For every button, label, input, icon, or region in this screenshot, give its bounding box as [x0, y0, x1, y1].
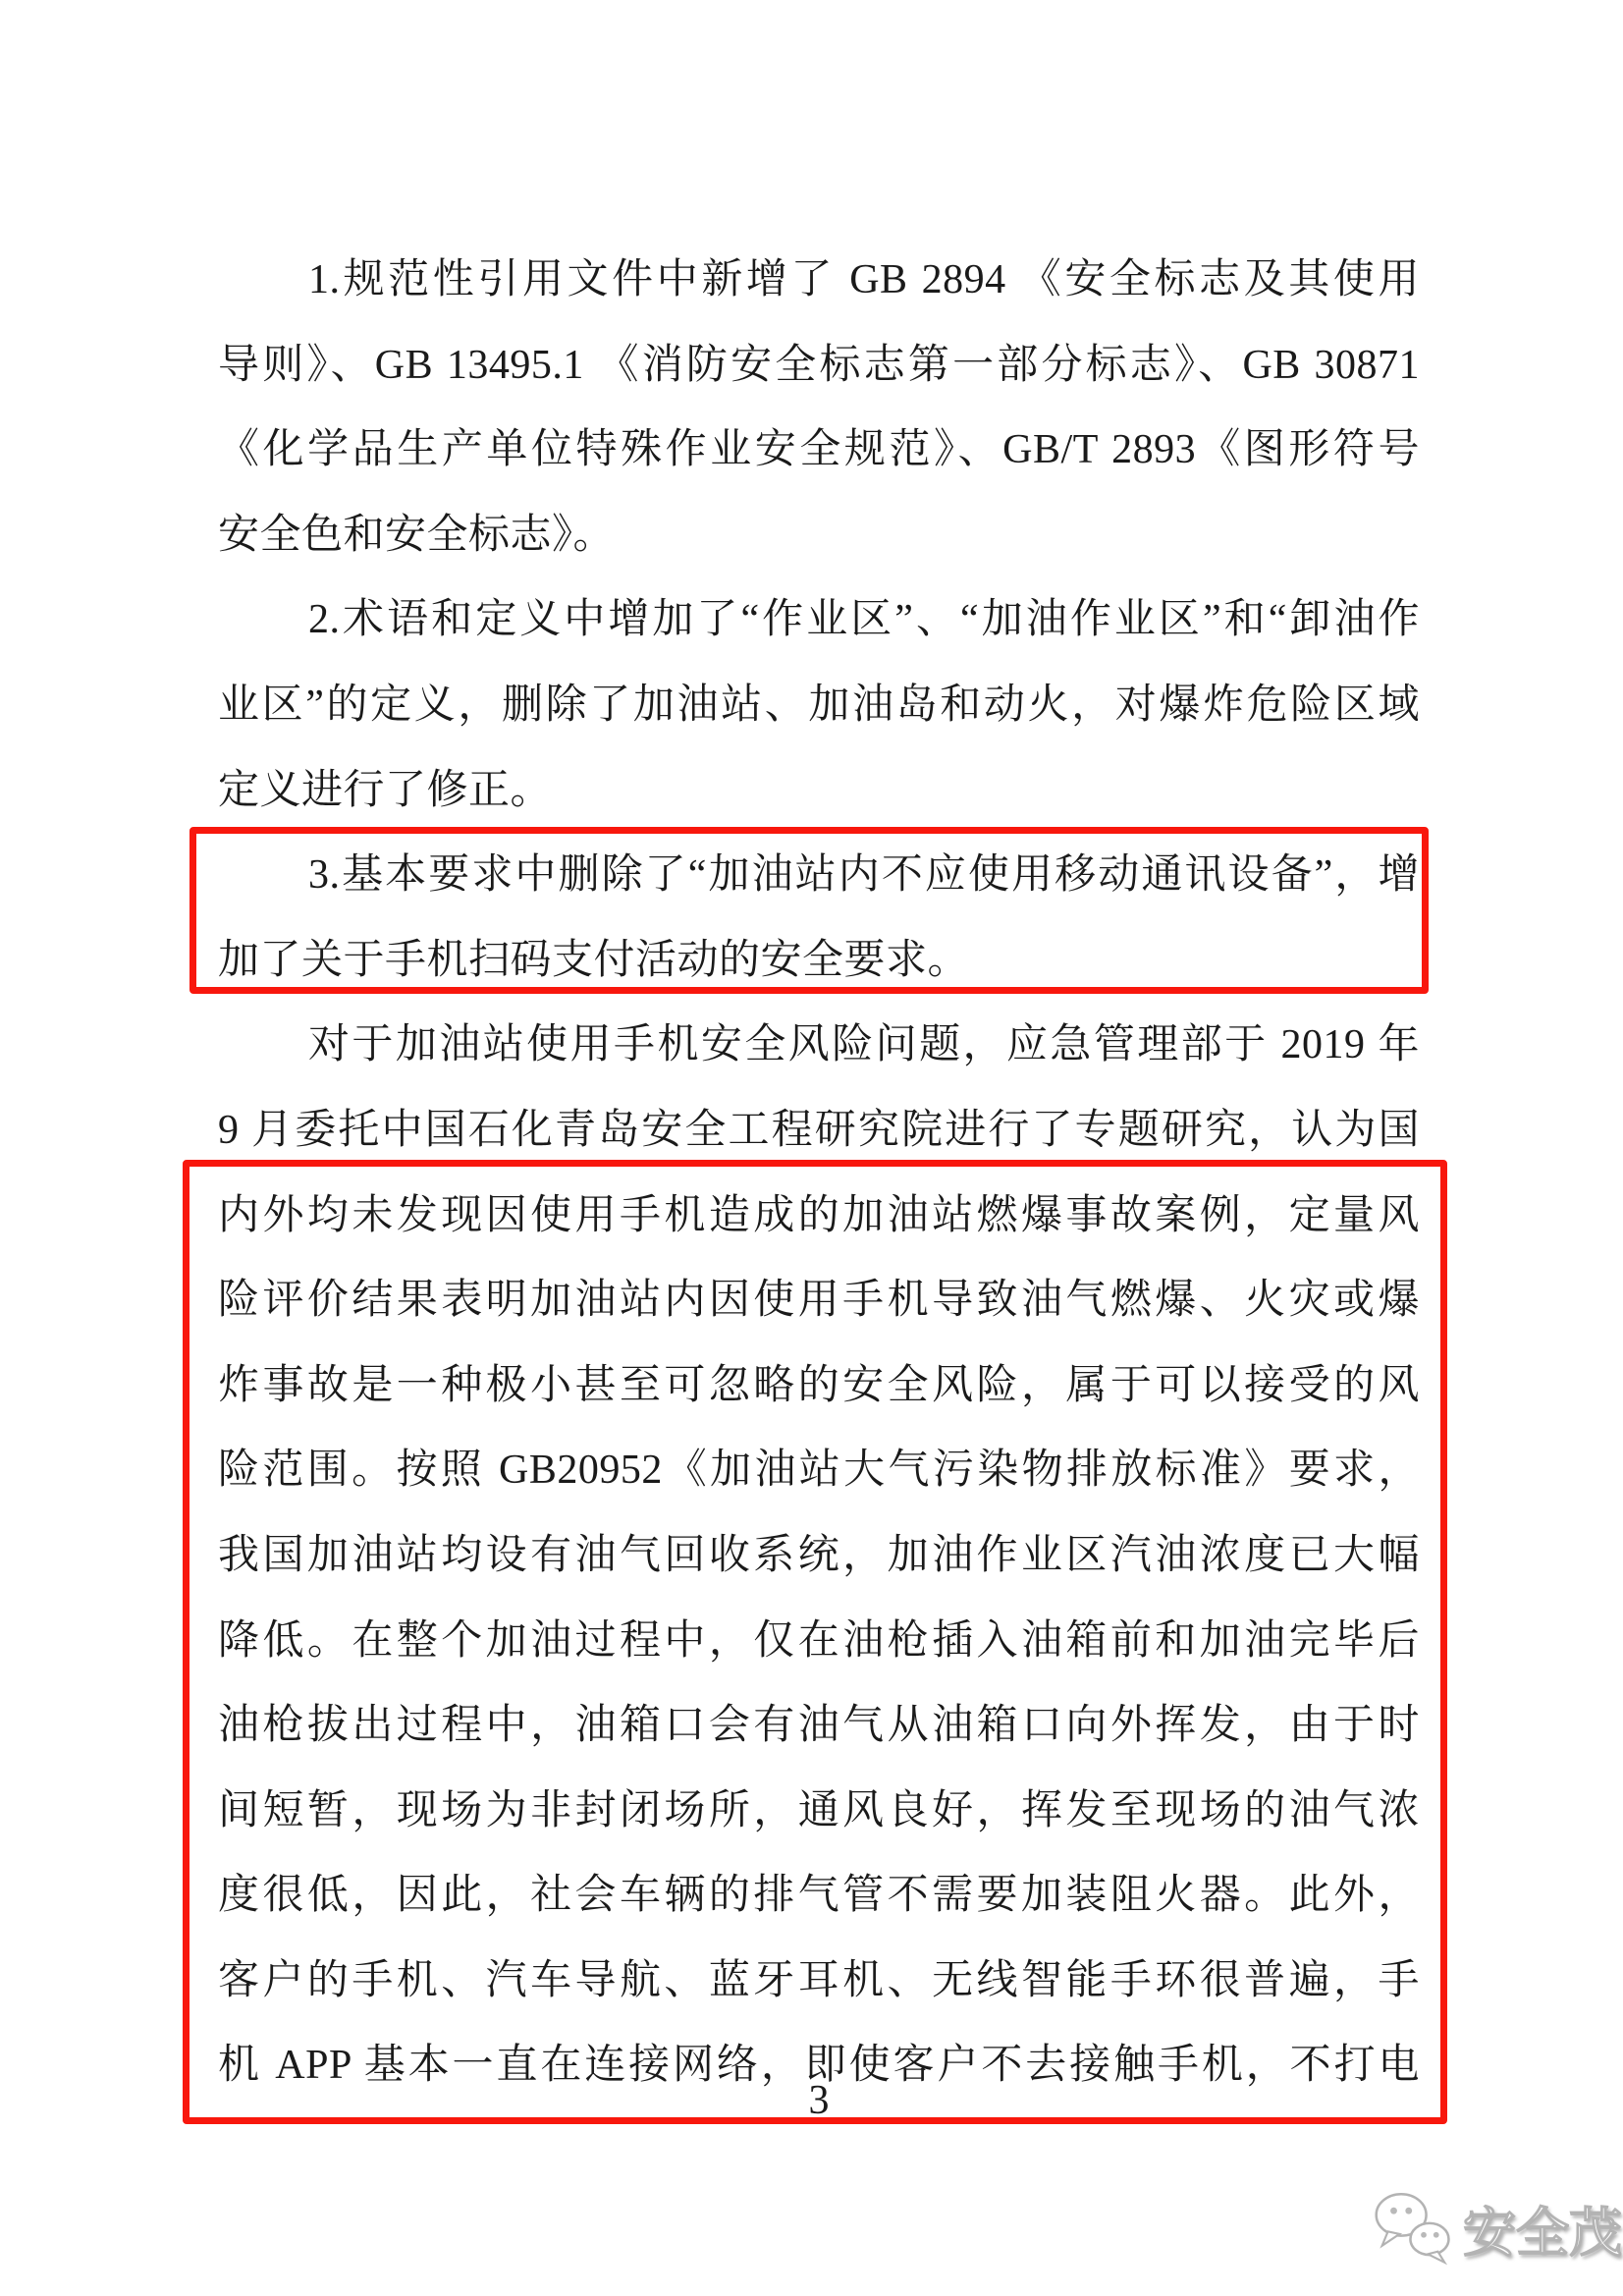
body-text: [218, 238, 1420, 2108]
text-line: 9 月委托中国石化青岛安全工程研究院进行了专题研究，认为国: [218, 1107, 1420, 1153]
watermark-brand: 安全茂: [1463, 2203, 1622, 2263]
text-line: 度很低，因此，社会车辆的排气管不需要加装阻火器。此外，: [218, 1873, 1420, 1919]
text-line: 1.规范性引用文件中新增了 GB 2894 《安全标志及其使用: [308, 257, 1420, 302]
text-line: 险范围。按照 GB20952《加油站大气污染物排放标准》要求，: [218, 1448, 1420, 1494]
watermark: [1371, 2190, 1622, 2267]
text-line: 险评价结果表明加油站内因使用手机导致油气燃爆、火灾或爆: [218, 1278, 1420, 1324]
text-line: 加了关于手机扫码支付活动的安全要求。: [218, 937, 970, 983]
wechat-icon: [1371, 2190, 1455, 2267]
text-line: 《化学品生产单位特殊作业安全规范》、GB/T 2893《图形符号: [218, 427, 1420, 473]
text-line: 导则》、GB 13495.1 《消防安全标志第一部分标志》、GB 30871: [218, 342, 1420, 388]
text-line: 业区”的定义，删除了加油站、加油岛和动火，对爆炸危险区域: [218, 682, 1420, 728]
text-line: 炸事故是一种极小甚至可忽略的安全风险，属于可以接受的风: [218, 1362, 1420, 1408]
text-line: 3.基本要求中删除了“加油站内不应使用移动通讯设备”，增: [308, 852, 1420, 899]
text-line: 客户的手机、汽车导航、蓝牙耳机、无线智能手环很普遍，手: [218, 1957, 1420, 2003]
text-line: 机 APP 基本一直在连接网络，即使客户不去接触手机，不打电: [218, 2043, 1420, 2089]
text-line: 对于加油站使用手机安全风险问题，应急管理部于 2019 年: [308, 1022, 1420, 1068]
text-line: 我国加油站均设有油气回收系统，加油作业区汽油浓度已大幅: [218, 1532, 1420, 1578]
text-line: 定义进行了修正。: [218, 767, 553, 813]
text-line: 内外均未发现因使用手机造成的加油站燃爆事故案例，定量风: [218, 1192, 1420, 1238]
text-line: 降低。在整个加油过程中，仅在油枪插入油箱前和加油完毕后: [218, 1617, 1420, 1664]
page-number: 3: [808, 2078, 830, 2123]
text-line: 安全色和安全标志》。: [218, 512, 616, 558]
text-line: 间短暂，现场为非封闭场所，通风良好，挥发至现场的油气浓: [218, 1787, 1420, 1833]
text-line: 2.术语和定义中增加了“作业区”、“加油作业区”和“卸油作: [308, 597, 1420, 643]
text-line: 油枪拔出过程中，油箱口会有油气从油箱口向外挥发，由于时: [218, 1703, 1420, 1749]
